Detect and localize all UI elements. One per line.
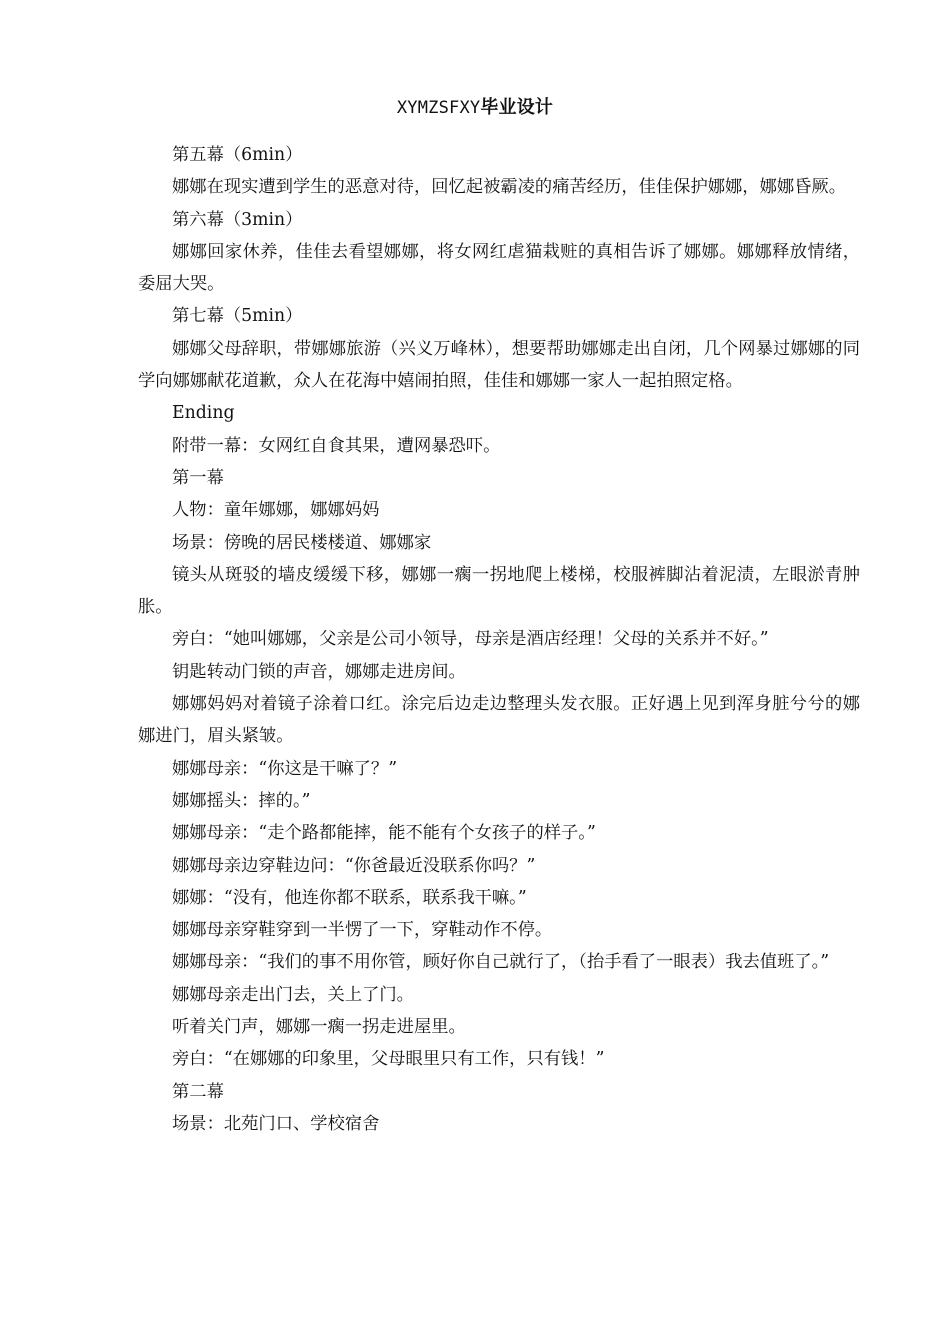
paragraph: 娜娜父母辞职，带娜娜旅游（兴义万峰林），想要帮助娜娜走出自闭，几个网暴过娜娜的同学向娜娜献花道歉，众人在花海中嬉闹拍照，佳佳和娜娜一家人一起拍照定格。 <box>138 338 860 392</box>
dialogue-line: 娜娜母亲边穿鞋边问：“你爸最近没联系你吗？” <box>172 855 536 876</box>
scene-heading: 第五幕（6min） <box>172 145 303 165</box>
paragraph: 场景：北苑门口、学校宿舍 <box>172 1113 380 1134</box>
page-header <box>0 93 950 122</box>
paragraph: 听着关门声，娜娜一瘸一拐走进屋里。 <box>172 1017 466 1038</box>
dialogue-line: 娜娜母亲：“我们的事不用你管，顾好你自己就行了，（抬手看了一眼表）我去值班了。” <box>172 952 830 973</box>
header-suffix: 毕业设计 <box>480 97 554 118</box>
paragraph: 娜娜母亲穿鞋穿到一半愣了一下，穿鞋动作不停。 <box>172 920 553 941</box>
scene-heading: 第一幕 <box>172 467 224 488</box>
scene-heading: 第二幕 <box>172 1081 224 1102</box>
dialogue-line: 娜娜母亲：“走个路都能摔，能不能有个女孩子的样子。” <box>172 823 596 844</box>
paragraph: 娜娜在现实遭到学生的恶意对待，回忆起被霸凌的痛苦经历，佳佳保护娜娜，娜娜昏厥。 <box>172 177 846 198</box>
paragraph: 旁白：“她叫娜娜，父亲是公司小领导，母亲是酒店经理！父母的关系并不好。” <box>172 629 769 650</box>
dialogue-line: 娜娜：“没有，他连你都不联系，联系我干嘛。” <box>172 887 527 908</box>
script-body <box>138 139 860 1140</box>
dialogue-line: 娜娜母亲：“你这是干嘛了？” <box>172 758 398 779</box>
scene-heading: 第七幕（5min） <box>172 306 303 327</box>
paragraph: 娜娜母亲走出门去，关上了门。 <box>172 984 414 1005</box>
dialogue-line: 娜娜摇头：摔的。” <box>172 790 311 811</box>
paragraph: 娜娜妈妈对着镜子涂着口红。涂完后边走边整理头发衣服。正好遇上见到浑身脏兮兮的娜娜进门，眉头紧皱。 <box>138 694 860 747</box>
paragraph: 附带一幕：女网红自食其果，遭网暴恐吓。 <box>172 435 501 456</box>
paragraph: 镜头从斑驳的墙皮缓缓下移，娜娜一瘸一拐地爬上楼梯，校服裤脚沾着泥渍，左眼淤青肿胀。 <box>138 564 860 618</box>
scene-heading: Ending <box>172 403 235 424</box>
paragraph: 人物：童年娜娜，娜娜妈妈 <box>172 500 380 521</box>
paragraph: 钥匙转动门锁的声音，娜娜走进房间。 <box>172 661 466 682</box>
paragraph: 娜娜回家休养，佳佳去看望娜娜，将女网红虐猫栽赃的真相告诉了娜娜。娜娜释放情绪，委屈大哭。 <box>138 241 860 295</box>
paragraph: 场景：傍晚的居民楼楼道、娜娜家 <box>172 532 432 553</box>
dialogue-line: 旁白：“在娜娜的印象里，父母眼里只有工作，只有钱！” <box>172 1049 605 1070</box>
header-code: XYMZSFXY <box>396 98 481 118</box>
scene-heading: 第六幕（3min） <box>172 209 303 230</box>
